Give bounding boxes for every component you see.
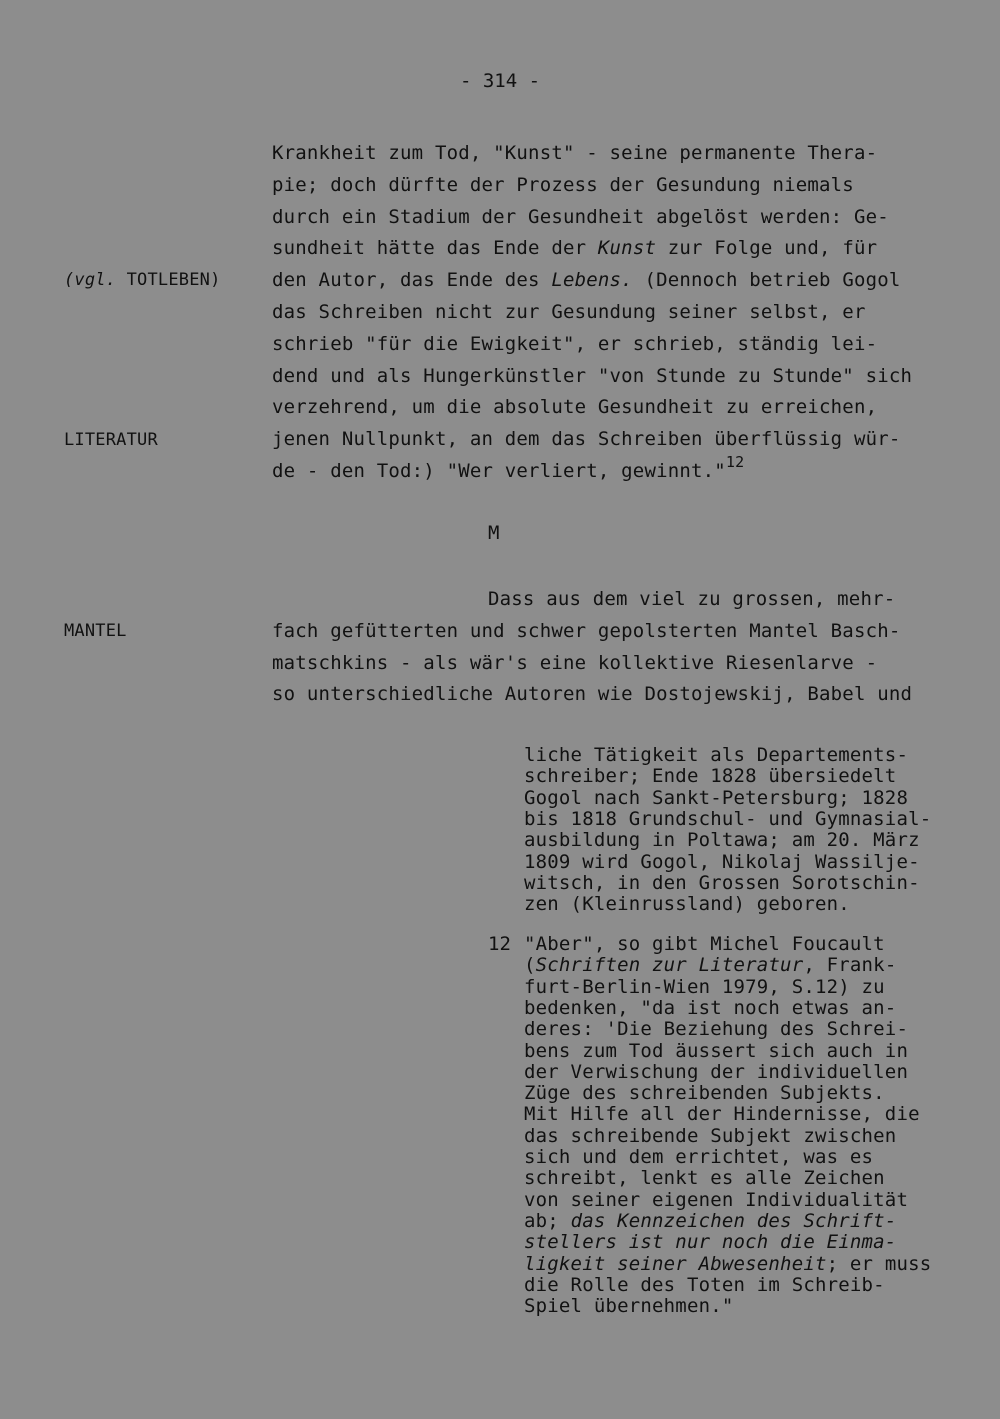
section-line: matschkins - als wär's eine kollektive Riesenlarve -: [272, 651, 878, 674]
footnote-12-line: Züge des schreibenden Subjekts.: [524, 1082, 885, 1105]
italic-text: stellers ist nur noch die Einma-: [524, 1231, 897, 1254]
footnote-reference: 12: [725, 453, 745, 471]
section-heading: M: [488, 522, 500, 544]
footnote-12-line: die Rolle des Toten im Schreib-: [524, 1273, 885, 1296]
section-line: fach gefütterten und schwer gepolsterten Mantel Basch-: [272, 619, 901, 642]
margin-note-literatur: LITERATUR: [64, 430, 158, 450]
footnote-12-line: furt-Berlin-Wien 1979, S.12) zu: [524, 975, 885, 998]
margin-note-totleben: [64, 270, 221, 290]
footnote-12-line: "Aber", so gibt Michel Foucault: [524, 933, 885, 955]
footnote-12-line: schreibt, lenkt es alle Zeichen: [524, 1167, 885, 1190]
footnote-12-line: (Schriften zur Literatur, Frank-: [524, 954, 897, 977]
margin-note-prefix: (vgl.: [64, 270, 117, 290]
section-line: Dass aus dem viel zu grossen, mehr-: [488, 588, 896, 610]
margin-note-name: TOTLEBEN): [126, 270, 221, 290]
body-line: dend und als Hungerkünstler "von Stunde zu Stunde" sich: [272, 364, 913, 387]
body-line: pie; doch dürfte der Prozess der Gesundung niemals: [272, 173, 854, 196]
footnote-11-line: schreiber; Ende 1828 übersiedelt: [524, 765, 897, 788]
footnote-11-line: ausbildung in Poltawa; am 20. März: [524, 829, 920, 852]
margin-note-mantel: MANTEL: [64, 621, 127, 641]
italic-text: ligkeit seiner Abwesenheit: [524, 1252, 827, 1275]
footnote-11-line: witsch, in den Grossen Sorotschin-: [524, 871, 920, 894]
footnote-11-line: bis 1818 Grundschul- und Gymnasial-: [524, 807, 932, 830]
italic-text: Schriften zur Literatur: [535, 954, 804, 977]
body-line: de - den Tod:) "Wer verliert, gewinnt."$^{12}$: [272, 453, 745, 482]
footnote-12-line: ab; das Kennzeichen des Schrift-: [524, 1209, 897, 1232]
footnote-12-line: bens zum Tod äussert sich auch in: [524, 1039, 909, 1062]
footnote-12-number: 12: [488, 933, 511, 955]
italic-text: Lebens.: [551, 269, 633, 292]
footnote-12-line: bedenken, "da ist noch etwas an-: [524, 996, 897, 1019]
body-line: Krankheit zum Tod, "Kunst" - seine permanente Thera-: [272, 142, 878, 164]
section-line: so unterschiedliche Autoren wie Dostojewskij, Babel und: [272, 683, 913, 706]
footnote-12-line: deres: 'Die Beziehung des Schrei-: [524, 1018, 909, 1041]
body-line: schrieb "für die Ewigkeit", er schrieb, ständig lei-: [272, 332, 878, 355]
body-line: verzehrend, um die absolute Gesundheit zu erreichen,: [272, 396, 878, 419]
footnote-11-line: Gogol nach Sankt-Petersburg; 1828: [524, 786, 909, 809]
footnote-11-line: zen (Kleinrussland) geboren.: [524, 893, 850, 916]
body-line: den Autor, das Ende des Lebens. (Dennoch betrieb Gogol: [272, 269, 901, 292]
page-number: - 314 -: [459, 70, 541, 92]
footnote-12-line: sich und dem errichtet, was es: [524, 1146, 874, 1168]
footnote-12-line: von seiner eigenen Individualität: [524, 1188, 909, 1211]
footnote-11-line: 1809 wird Gogol, Nikolaj Wassilje-: [524, 850, 920, 873]
italic-text: Kunst: [597, 237, 657, 260]
body-line: das Schreiben nicht zur Gesundung seiner selbst, er: [272, 301, 866, 323]
footnote-12-line: der Verwischung der individuellen: [524, 1060, 909, 1083]
body-line: sundheit hätte das Ende der Kunst zur Folge und, für: [272, 237, 878, 260]
footnote-12-line: ligkeit seiner Abwesenheit; er muss: [524, 1252, 932, 1275]
italic-text: das Kennzeichen des Schrift-: [570, 1209, 897, 1232]
footnote-12-line: Spiel übernehmen.": [524, 1295, 734, 1318]
footnote-11-line: liche Tätigkeit als Departements-: [524, 744, 909, 766]
body-line: durch ein Stadium der Gesundheit abgelöst werden: Ge-: [272, 205, 889, 228]
footnote-12-line: [524, 1231, 896, 1253]
footnote-12-line: das schreibende Subjekt zwischen: [524, 1124, 897, 1147]
footnote-12-line: Mit Hilfe all der Hindernisse, die: [524, 1103, 920, 1126]
body-line: jenen Nullpunkt, an dem das Schreiben überflüssig wür-: [272, 428, 901, 451]
